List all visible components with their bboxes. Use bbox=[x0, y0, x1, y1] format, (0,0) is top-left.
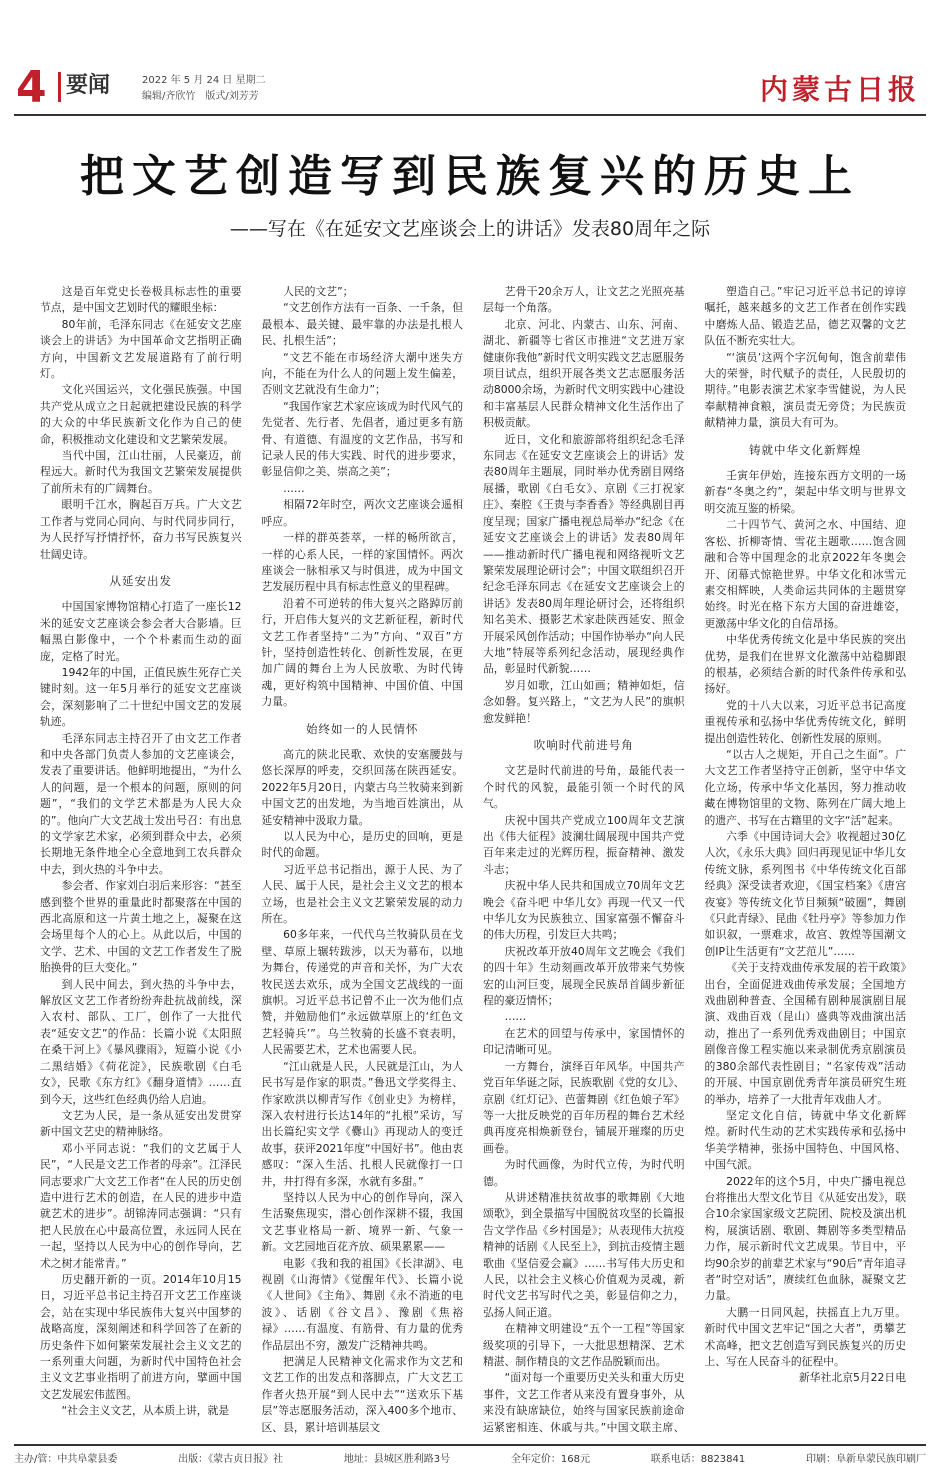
article-paragraph: 电影《我和我的祖国》《长津湖》、电视剧《山海情》《觉醒年代》、长篇小说《人世间》《主角》、舞剧《永不消逝的电波》、话剧《谷文昌》、豫剧《焦裕禄》……有温度、有筋骨、有力量的优秀作品层出不穷，激发广泛精神共鸣。 bbox=[261, 1256, 463, 1352]
article-paragraph: 六季《中国诗词大会》收视超过30亿人次，《永乐大典》回归再现见证中华儿女传统文脉，系列图书《中华传统文化百部经典》深受读者欢迎，《国宝档案》《唐宫夜宴》等传统文化节目频频“破圈”，舞剧《只此青绿》、昆曲《牡丹亭》等参加力作如识叙，一票难求，故宫、敦煌等国潮文创IP让生活更有“文艺范儿”…… bbox=[704, 830, 906, 958]
section-divider bbox=[58, 72, 61, 102]
article-paragraph: “‘演员’这两个字沉甸甸，饱含前辈伟大的荣誉，时代赋予的责任，人民殷切的期待。”电影表演艺术家李雪健说，为人民奉献精神食粮，演员责无旁贷；为民族贡献精神力量，演员大有可为。 bbox=[704, 350, 906, 430]
article-paragraph: …… bbox=[504, 1010, 527, 1024]
article-paragraph: 2022年的这个5月，中央广播电视总台将推出大型文化节目《从延安出发》，联合10余家国家级文艺院团、院校及演出机构，展演话剧、歌剧、舞剧等多类型精品力作，展示新时代文艺成果。节目中，平均90余岁的前辈艺术家与“90后”青年追寻者“时空对话”，赓续红色血脉，凝聚文艺力量。 bbox=[704, 1174, 906, 1303]
article-paragraph: 近日，文化和旅游部将组织纪念毛泽东同志《在延安文艺座谈会上的讲话》发表80周年主题展，同时举办优秀剧目网络展播，歌剧《白毛女》、京剧《三打祝家庄》、秦腔《王贵与李香香》等经典剧目再度呈现；国家广播电视总局举办“纪念《在延安文艺座谈会上的讲话》发表80周年——推动新时代广播电视和网络视听文艺繁荣发展理论研讨会”；中国文联组织召开纪念毛泽东同志《在延安文艺座谈会上的讲话》发表80周年理论研讨会，还将组织知名美术、摄影艺术家赴陕西延安、照金开展采风创作活动；中国作协举办“向人民大地”特展等系列纪念活动，展现经典作品，彰显时代新貌…… bbox=[483, 432, 685, 676]
article-column-1 bbox=[40, 284, 242, 1434]
article-paragraph: 1942年的中国，正值民族生死存亡关键时刻。这一年5月举行的延安文艺座谈会，深刻影响了二十世纪中国文艺的发展轨迹。 bbox=[40, 665, 242, 729]
article-paragraph: 二十四节气、黄河之水、中国结、迎客松、折柳寄情、雪花主题歌……饱含圆融和合等中国理念的北京2022年冬奥会开、闭幕式惊艳世界。中华文化和冰雪元素交相辉映，人类命运共同体的主题贯穿始终。时光在格下东方大国的奋进雄姿，更激荡中华文化的自信昂扬。 bbox=[704, 518, 906, 630]
article-paragraph: 60多年来，一代代乌兰牧骑队员在戈壁、草原上辗转跋涉，以天为幕布，以地为舞台，传递党的声音和关怀，为广大农牧民送去欢乐，成为全国文艺战线的一面旗帜。习近平总书记曾不止一次为他们点赞，并勉励他们“永远做草原上的‘红色文艺轻骑兵’”。乌兰牧骑的长盛不衰表明，人民需要艺术，艺术也需要人民。 bbox=[261, 928, 463, 1057]
article-paragraph: 在艺术的回望与传承中，家国情怀的印记清晰可见。 bbox=[483, 1026, 685, 1057]
article-paragraph: 庆祝中国共产党成立100周年文艺演出《伟大征程》波澜壮阔展现中国共产党百年来走过的光辉历程，振奋精神、激发斗志； bbox=[483, 813, 685, 876]
article-paragraph: 岁月如歌，江山如画；精神如炬，信念如磐。复兴路上，“文艺为人民”的旗帜愈发鲜艳！ bbox=[483, 678, 685, 725]
article-paragraph: 坚持以人民为中心的创作导向，深入生活聚焦现实，潜心创作深耕不辍，我国文艺事业格局一新、境界一新、气象一新。文艺园地百花齐放、硕果累累—— bbox=[261, 1190, 463, 1254]
article-paragraph: “社会主义文艺，从本质上讲，就是 bbox=[61, 1404, 230, 1418]
article-paragraph: 坚定文化自信，铸就中华文化新辉煌。新时代生动的艺术实践传承和弘扬中华美学精神，张扬中国特色、中国风格、中国气派。 bbox=[704, 1108, 906, 1172]
article-paragraph: 文艺是时代前进的号角，最能代表一个时代的风貌，最能引领一个时代的风气。 bbox=[483, 764, 685, 811]
article-paragraph: 在精神文明建设“五个一工程”等国家级奖项的引导下，一大批思想精深、艺术精湛、制作精良的文艺作品脱颖而出。 bbox=[483, 1322, 685, 1368]
issue-date: 2022 年 5 月 24 日 星期二 bbox=[142, 75, 266, 86]
article-body bbox=[40, 284, 906, 1434]
article-byline: 新华社北京5月22日电 bbox=[799, 1371, 906, 1385]
article-paragraph: …… bbox=[283, 481, 305, 495]
article-paragraph: “文艺创作方法有一百条、一千条，但最根本、最关键、最牢靠的办法是扎根人民、扎根生活”； bbox=[261, 301, 463, 348]
footer-sponsor: 主办/管：中共阜蒙县委 bbox=[14, 1453, 118, 1465]
article-paragraph: 习近平总书记指出，源于人民、为了人民、属于人民，是社会主义文艺的根本立场，也是社会主义文艺繁荣发展的动力所在。 bbox=[261, 862, 463, 926]
article-paragraph: 人民的文艺”； bbox=[283, 285, 354, 298]
article-paragraph: 到人民中间去，到火热的斗争中去，解放区文艺工作者纷纷奔赴抗战前线，深入农村、部队、工厂，创作了一大批代表“延安文艺”的作品：长篇小说《太阳照在桑干河上》《暴风骤雨》，短篇小说《小二黑结婚》《荷花淀》，民族歌剧《白毛女》，民歌《东方红》《翻身道情》……直到今天，这些红色经典仍给人启迪。 bbox=[40, 977, 242, 1106]
article-paragraph: 北京、河北、内蒙古、山东、河南、湖北、新疆等七省区市推进“文艺进万家 健康你我他”新时代文明实践文艺志愿服务项目试点，组织开展各类文艺志愿服务活动8000余场，为新时代文明实践中心建设和丰富基层人民群众精神文化生活作出了积极贡献。 bbox=[483, 317, 685, 430]
article-paragraph: “我国作家艺术家应该成为时代风气的先觉者、先行者、先倡者，通过更多有筋骨、有道德、有温度的文艺作品，书写和记录人民的伟大实践、时代的进步要求，彰显信仰之美、崇高之美”； bbox=[261, 399, 463, 479]
article-column-4 bbox=[705, 284, 907, 1434]
article-paragraph: “面对每一个重要历史关头和重大历史事件，文艺工作者从来没有置身事外，从来没有缺席缺位，始终与国家民族前途命运紧密相连、休戚与共。”中国文联主席、 bbox=[483, 1371, 685, 1434]
section-heading: 铸就中华文化新辉煌 bbox=[749, 442, 862, 457]
section-title: 要闻 bbox=[66, 73, 111, 98]
article-paragraph: 中国国家博物馆精心打造了一座长12米的延安文艺座谈会参会者大合影墙。巨幅黑白影像中，一个个朴素而生动的面庞，定格了时光。 bbox=[40, 600, 242, 663]
newspaper-logo: 内蒙古日报 bbox=[759, 73, 920, 106]
article-column-2 bbox=[262, 284, 464, 1434]
article-paragraph: 文艺为人民，是一条从延安出发贯穿新中国文艺史的精神脉络。 bbox=[40, 1108, 242, 1139]
section-heading: 吹响时代前进号角 bbox=[533, 737, 634, 752]
article-paragraph: 《关于支持戏曲传承发展的若干政策》出台，全面促进戏曲传承发展；全国地方戏曲剧种普查、全国稀有剧种展演剧目展演、戏曲百戏（昆山）盛典等戏曲演出活动，推出了一系列优秀戏曲剧目；中国京剧像音像工程实施以来录制优秀京剧演员的380余部代表性剧目；“名家传戏”活动的开展、中国京剧优秀青年演员研究生班的举办，培养了一大批青年戏曲人才。 bbox=[704, 961, 906, 1106]
section-heading: 从延安出发 bbox=[109, 573, 172, 588]
article-paragraph: 邓小平同志说：“我们的文艺属于人民”，“人民是文艺工作者的母亲”。江泽民同志要求广大文艺工作者“在人民的历史创造中进行艺术的创造，在人民的进步中造就艺术的进步”。胡锦涛同志强调：“只有把人民放在心中最高位置，永远同人民在一起，坚持以人民为中心的创作导向，艺术之树才能常青。” bbox=[40, 1141, 242, 1270]
page-footer bbox=[14, 1444, 926, 1466]
article-paragraph: 当代中国，江山壮丽，人民豪迈，前程远大。新时代为我国文艺繁荣发展提供了前所未有的广阔舞台。 bbox=[40, 449, 242, 495]
footer-price: 全年定价：168元 bbox=[510, 1453, 590, 1465]
article-paragraph: 艺骨干20余万人，让文艺之光照亮基层每一个角落。 bbox=[483, 285, 685, 315]
article-paragraph: 80年前，毛泽东同志《在延安文艺座谈会上的讲话》为中国革命文艺指明正确方向，中国新文艺发展道路有了前行明灯。 bbox=[40, 317, 242, 381]
article-paragraph: “文艺不能在市场经济大潮中迷失方向，不能在为什么人的问题上发生偏差，否则文艺就没有生命力”； bbox=[261, 350, 463, 397]
article-paragraph: 塑造自己。”牢记习近平总书记的谆谆嘱托，越来越多的文艺工作者在创作实践中磨炼人品、锻造艺品，德艺双馨的文艺队伍不断充实壮大。 bbox=[704, 285, 906, 348]
article-paragraph: “江山就是人民，人民就是江山，为人民书写是作家的职责。”鲁迅文学奖得主、作家欧洪以柳青写作《创业史》为榜样，深入农村进行长达14年的“扎根”采访，写出长篇纪实文学《爨山》再现动人的变迁故事，获评2021年度“中国好书”。他由衷感叹：“深入生活、扎根人民就像打一口井，井打得有多深，水就有多甜。” bbox=[261, 1059, 463, 1188]
footer-printer: 印刷：阜新阜蒙民族印刷厂 bbox=[805, 1453, 926, 1465]
article-paragraph: 文化兴国运兴，文化强民族强。中国共产党从成立之日起就把建设民族的科学的大众的中华民族新文化作为自己的使命，积极推动文化建设和文艺繁荣发展。 bbox=[40, 383, 242, 446]
article-subheadline: ——写在《在延安文艺座谈会上的讲话》发表80周年之际 bbox=[229, 218, 711, 240]
article-paragraph: 毛泽东同志主持召开了由文艺工作者和中央各部门负责人参加的文艺座谈会，发表了重要讲话。他鲜明地提出，“为什么人的问题，是一个根本的问题，原则的问题”，“我们的文学艺术都是为人民大众的”。他向广大文艺战士发出号召：有出息的文学家艺术家，必须到群众中去，必须长期地无条件地全心全意地到工农兵群众中去，到火热的斗争中去。 bbox=[40, 731, 242, 876]
page-number: 4 bbox=[16, 62, 47, 113]
article-paragraph: 庆祝改革开放40周年文艺晚会《我们的四十年》生动刻画改革开放带来气势恢宏的山河巨变，展现全民族昂首阔步新征程的豪迈情怀； bbox=[483, 944, 685, 1008]
article-paragraph: 沿着不可逆转的伟大复兴之路踔厉前行，开启伟大复兴的文艺新征程，新时代文艺工作者坚持“二为”方向、“双百”方针，坚持创造性转化、创新性发展，在更加广阔的舞台上为人民放歌、为时代铸魂，更好构筑中国精神、中国价值、中国力量。 bbox=[261, 596, 463, 709]
article-paragraph: 这是百年党史长卷极具标志性的重要节点，是中国文艺划时代的耀眼坐标： bbox=[40, 285, 242, 315]
footer-publisher: 出版：《蒙古贞日报》社 bbox=[178, 1453, 284, 1465]
article-paragraph: 大鹏一日同风起，扶摇直上九万里。新时代中国文艺牢记“国之大者”，勇攀艺术高峰，把文艺创造写到民族复兴的历史上、写在人民奋斗的征程中。 bbox=[704, 1305, 906, 1368]
article-paragraph: 一方舞台，演绎百年风华。中国共产党百年华诞之际，民族歌剧《党的女儿》、京剧《红灯记》、芭蕾舞剧《红色娘子军》等一大批反映党的百年历程的舞台艺术经典再度亮相焕新登台，铺展开璀璨的历史画卷。 bbox=[483, 1059, 685, 1155]
article-paragraph: 历史翻开新的一页。2014年10月15日，习近平总书记主持召开文艺工作座谈会，站在实现中华民族伟大复兴中国梦的战略高度，深刻阐述和科学回答了在新的历史条件下如何繁荣发展社会主义文艺的一系列重大问题，为新时代中国特色社会主义文艺事业指明了前进方向，擘画中国文艺发展宏伟蓝图。 bbox=[40, 1272, 242, 1401]
article-paragraph: 为时代画像，为时代立传，为时代明德。 bbox=[483, 1158, 685, 1188]
article-paragraph: 把满足人民精神文化需求作为文艺和文艺工作的出发点和落脚点，广大文艺工作者火热开展“到人民中去”“送欢乐下基层”等志愿服务活动，深入400多个地市、区、县，累计培训基层文 bbox=[261, 1355, 463, 1434]
section-heading: 始终如一的人民情怀 bbox=[306, 721, 419, 736]
article-paragraph: 从讲述精准扶贫故事的歌舞剧《大地颂歌》，到全景描写中国脱贫攻坚的长篇报告文学作品《乡村国是》；从表现伟大抗疫精神的话剧《人民至上》，到抗击疫情主题歌曲《坚信爱会赢》……书写伟大历史和人民，以社会主义核心价值观为灵魂，新时代文艺书写时代之美，彰显信仰之力，弘扬人间正道。 bbox=[483, 1190, 685, 1319]
article-paragraph: 壬寅年伊始，连接东西方文明的一场新春“冬奥之约”，架起中华文明与世界文明交流互鉴的桥梁。 bbox=[704, 469, 906, 515]
article-paragraph: 中华优秀传统文化是中华民族的突出优势，是我们在世界文化激荡中站稳脚跟的根基，必须结合新的时代条件传承和弘扬好。 bbox=[704, 633, 906, 696]
article-paragraph: 以人民为中心，是历史的回响，更是时代的命题。 bbox=[261, 830, 463, 860]
editor-credits: 编辑/齐欣竹 版式/刘芳芳 bbox=[142, 91, 259, 102]
article-paragraph: 眼明千江水，胸起百万兵。广大文艺工作者与党同心同向、与时代同步同行，为人民抒写抒情抒怀，奋力书写民族复兴壮阔史诗。 bbox=[40, 498, 242, 561]
article-paragraph: 高亢的陕北民歌、欢快的安塞腰鼓与悠长深厚的呼麦，交织回荡在陕西延安。2022年5月20日，内蒙古乌兰牧骑来到新中国文艺的出发地，为当地百姓演出，从延安精神中汲取力量。 bbox=[261, 747, 463, 827]
article-paragraph: “以古人之规矩，开自己之生面”。广大文艺工作者坚持守正创新，坚守中华文化立场，传承中华文化基因，努力推动收藏在博物馆里的文物、陈列在广阔大地上的遗产、书写在古籍里的文字“活”起来。 bbox=[704, 747, 906, 827]
article-column-3 bbox=[483, 284, 685, 1434]
article-paragraph: 一样的群英荟萃，一样的畅所欲言，一样的心系人民，一样的家国情怀。两次座谈会一脉相承又与时俱进，成为中国文艺发展历程中具有标志性意义的里程碑。 bbox=[261, 531, 463, 594]
footer-address: 地址：县城区胜利路3号 bbox=[343, 1453, 451, 1465]
article-paragraph: 党的十八大以来，习近平总书记高度重视传承和弘扬中华优秀传统文化，鲜明提出创造性转化、创新性发展的原则。 bbox=[704, 698, 906, 745]
article-paragraph: 相隔72年时空，两次文艺座谈会遥相呼应。 bbox=[261, 498, 463, 528]
masthead bbox=[14, 62, 926, 116]
article-headline: 把文艺创造写到民族复兴的历史上 bbox=[80, 151, 860, 202]
article-paragraph: 庆祝中华人民共和国成立70周年文艺晚会《奋斗吧 中华儿女》再现一代又一代中华儿女为民族独立、国家富强不懈奋斗的伟大历程，引发巨大共鸣； bbox=[483, 879, 685, 942]
footer-phone: 联系电话：8823841 bbox=[650, 1453, 746, 1465]
article-paragraph: 参会者、作家刘白羽后来形容：“甚至感到整个世界的重量此时都聚落在中国的西北高原和这一片黄土地之上，凝聚在这会场里每个人的心上。从此以后，中国的文学、艺术、中国的文艺工作者发生了脱胎换骨的巨大变化。” bbox=[40, 879, 242, 975]
